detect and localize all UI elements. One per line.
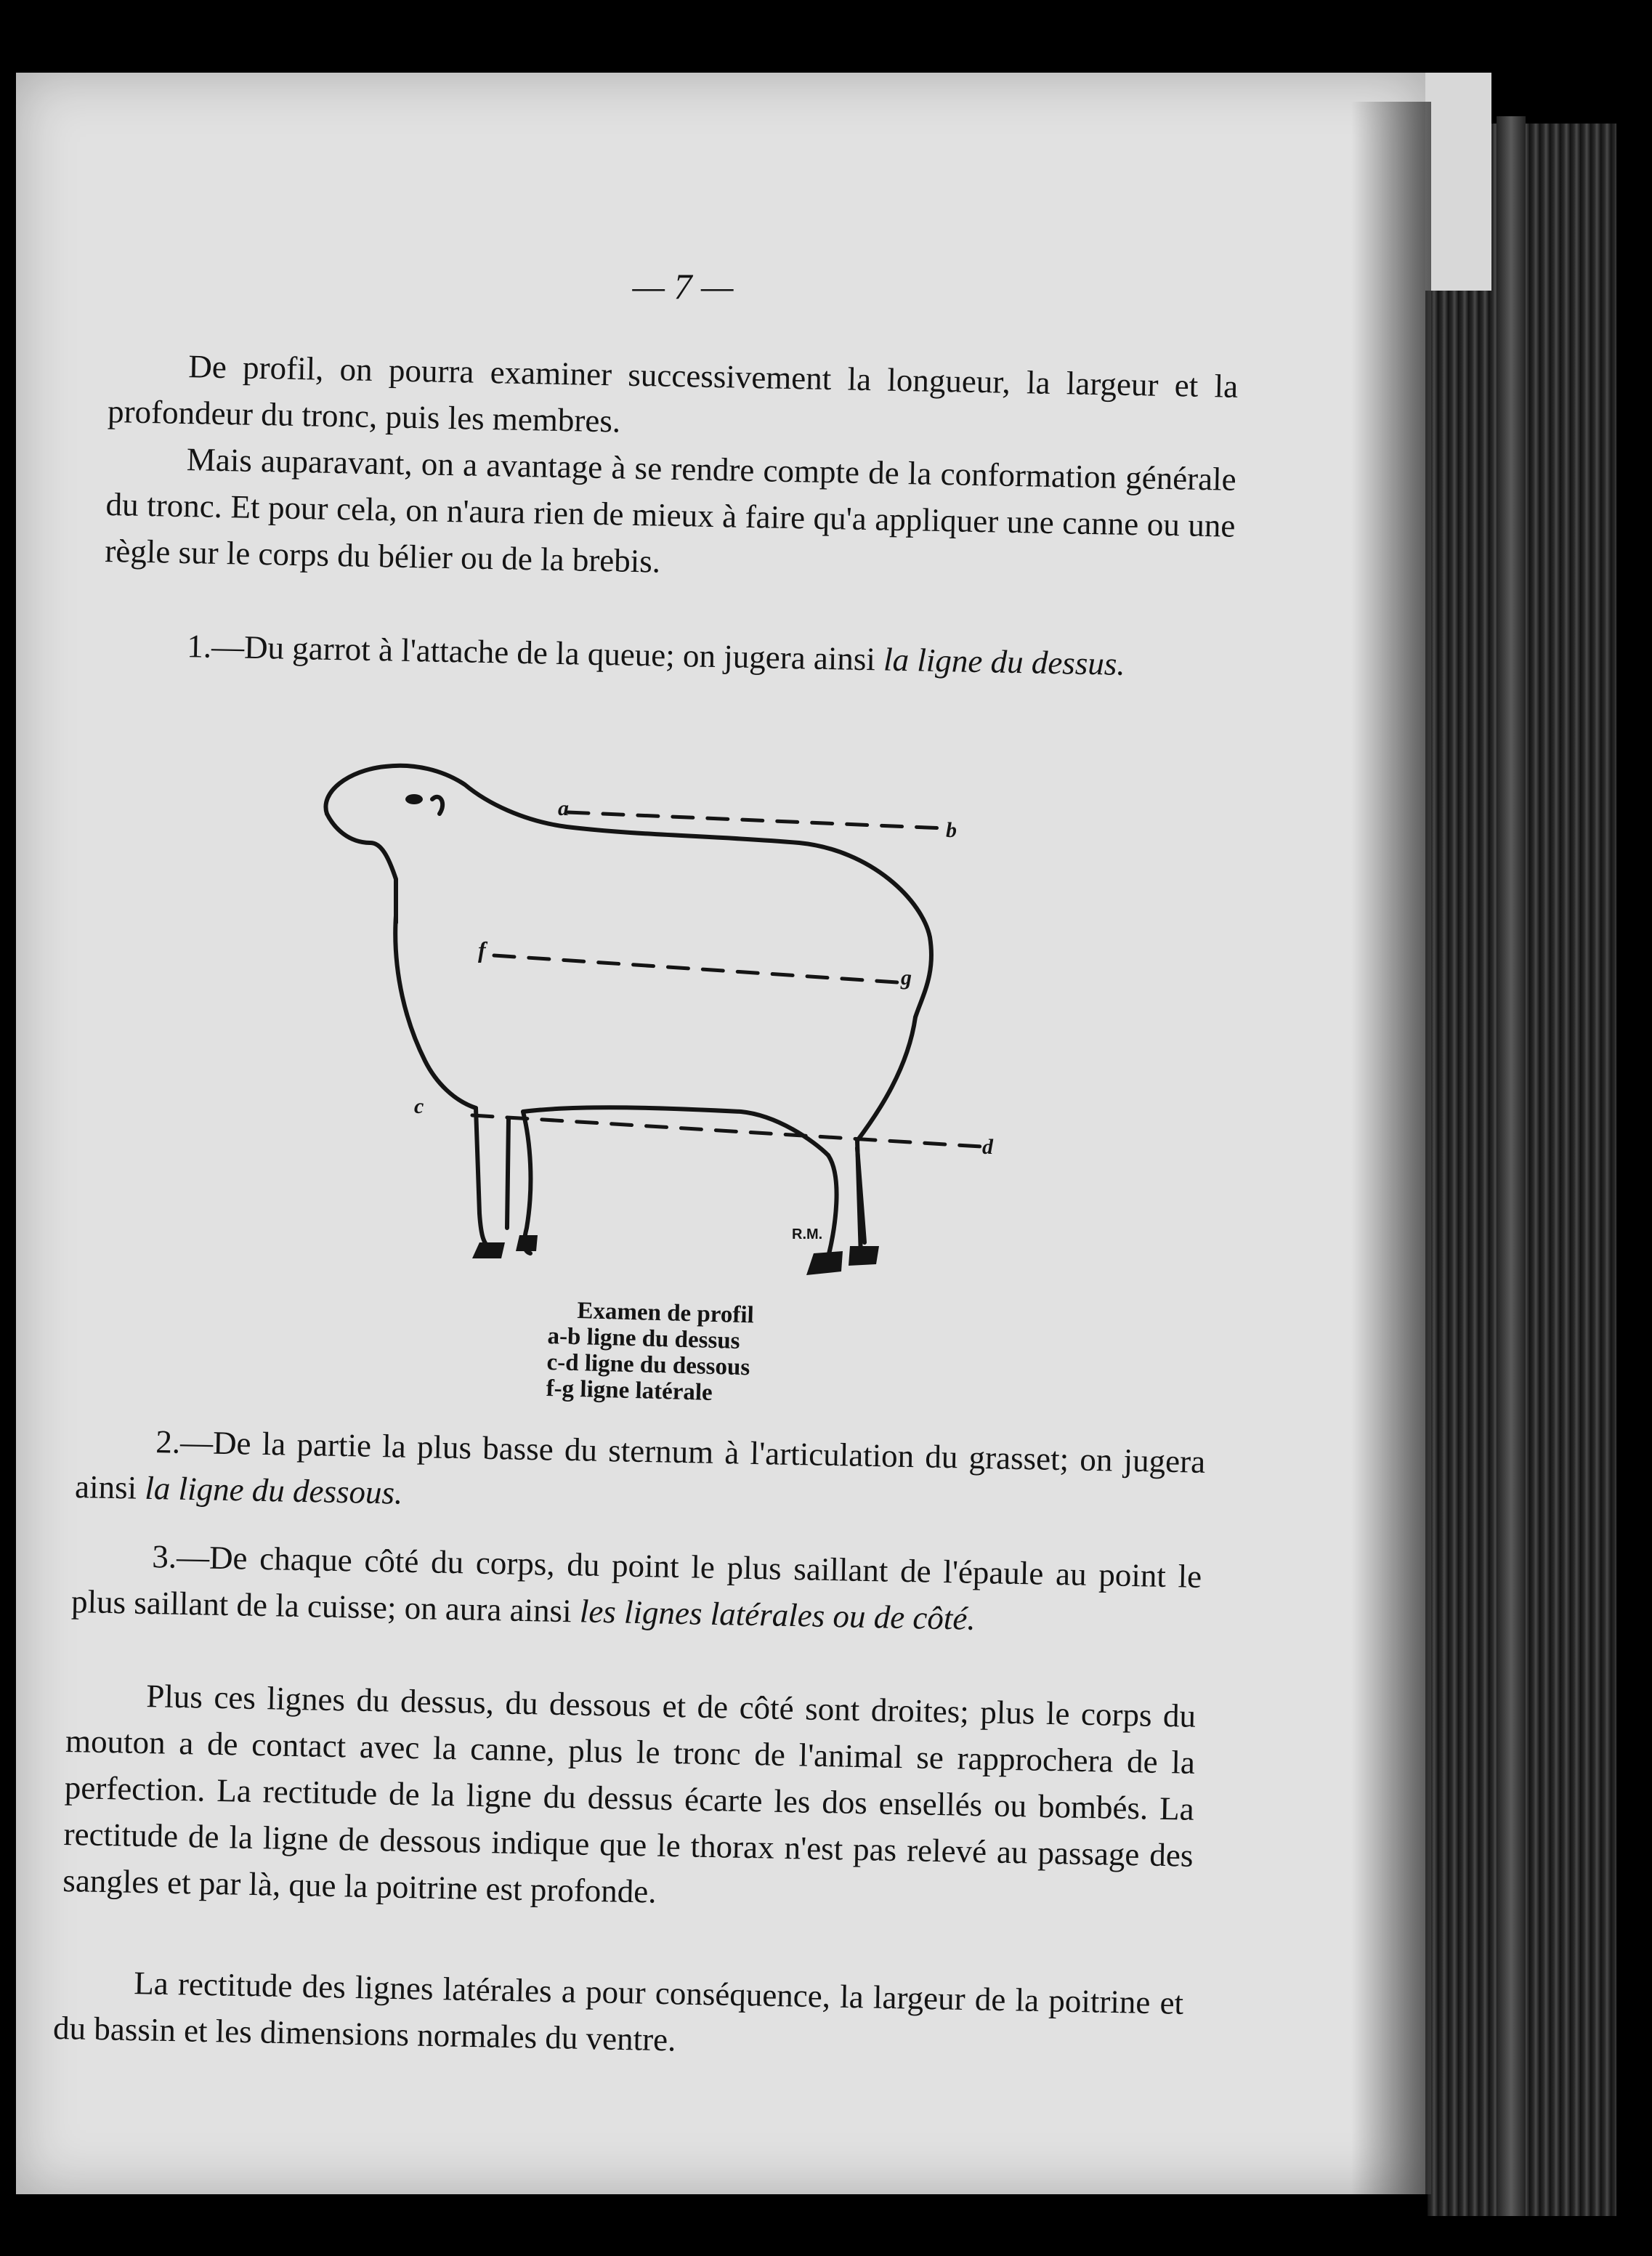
sheep-eye <box>405 794 423 804</box>
paragraph-text: La rectitude des lignes latérales a pour conséquence, la largeur de la poitrine et du bassin et les dimensions normales du ventre. <box>52 1965 1184 2058</box>
sheep-figure <box>305 734 1017 1290</box>
caption-line: f-g ligne latérale <box>546 1375 713 1406</box>
paragraph-text: De profil, on pourra examiner successivement la longueur, la largeur et la profondeur du tronc, puis les membres. <box>107 348 1239 440</box>
caption-line: a-b ligne du dessus <box>547 1322 740 1354</box>
sheep-belly-outline <box>523 1107 828 1155</box>
sheep-hoof <box>849 1246 879 1266</box>
list-item-text: 1.—Du garrot à l'attache de la queue; on jugera ainsi <box>186 628 884 678</box>
book-spine-highlight <box>1497 116 1526 2216</box>
figure-caption <box>546 1297 754 1407</box>
sheep-hoof <box>806 1251 843 1275</box>
point-label-a: a <box>558 796 569 820</box>
paragraph-text: Plus ces lignes du dessus, du dessous et de côté sont droites; plus le corps du mouton a de contact avec la canne, plus le tronc de l'animal se rapprochera de la perfection. La rectitude de la ligne du dessus écarte les dos ensellés ou bombés. La rectitude de la ligne de dessous indique que le thorax n'est pas relevé au passage des sangles et par là, que la poitrine est profonde. <box>62 1678 1197 1910</box>
sheep-hoof <box>516 1235 538 1251</box>
caption-title: Examen de profil <box>577 1298 755 1329</box>
caption-line: c-d ligne du dessous <box>546 1349 750 1381</box>
point-label-b: b <box>946 818 957 842</box>
sheep-hind-leg-outline <box>828 1155 837 1257</box>
list-item-emphasis: la ligne du dessus. <box>883 641 1126 682</box>
sheep-breast-outline <box>395 915 476 1108</box>
paragraph-conclusion <box>62 1671 1197 1925</box>
sheep-front-leg-outline <box>523 1112 530 1253</box>
list-item-emphasis: la ligne du dessous. <box>144 1469 403 1511</box>
illustrator-signature: R.M. <box>792 1226 823 1242</box>
sheep-front-leg-outline <box>507 1119 509 1228</box>
list-item-emphasis: les lignes latérales ou de côté. <box>579 1593 976 1637</box>
paragraph-intro <box>105 341 1239 596</box>
point-label-c: c <box>414 1094 424 1118</box>
sheep-illustration <box>305 734 1017 1286</box>
paragraph-text: Mais auparavant, on a avantage à se rendre compte de la conformation générale du tronc. Et pour cela, on n'aura rien de mieux à faire qu'a appliquer une canne ou une règle sur le corps du bélier ou de la brebis. <box>104 441 1237 580</box>
line-f-g <box>494 955 897 982</box>
point-label-d: d <box>982 1135 993 1159</box>
page-gutter-shadow <box>1351 102 1431 2194</box>
sheep-ear-outline <box>432 797 442 814</box>
line-c-d <box>472 1115 981 1147</box>
sheep-rump-outline <box>857 1017 915 1257</box>
line-a-b <box>568 812 944 828</box>
sheep-front-leg-outline <box>476 1108 494 1251</box>
list-item-text: 2.—De la partie la plus basse du sternum à l'articulation du grasset; on jugera ainsi <box>74 1423 1206 1506</box>
sheep-hoof <box>472 1242 505 1258</box>
list-item-text: 3.—De chaque côté du corps, du point le plus saillant de l'épaule au point le plus saillant de la cuisse; on aura ainsi <box>70 1538 1202 1630</box>
page-number: — 7 — <box>632 266 734 307</box>
point-label-f: f <box>478 937 486 963</box>
sheep-head-outline <box>327 814 396 923</box>
point-label-g: g <box>901 966 912 990</box>
